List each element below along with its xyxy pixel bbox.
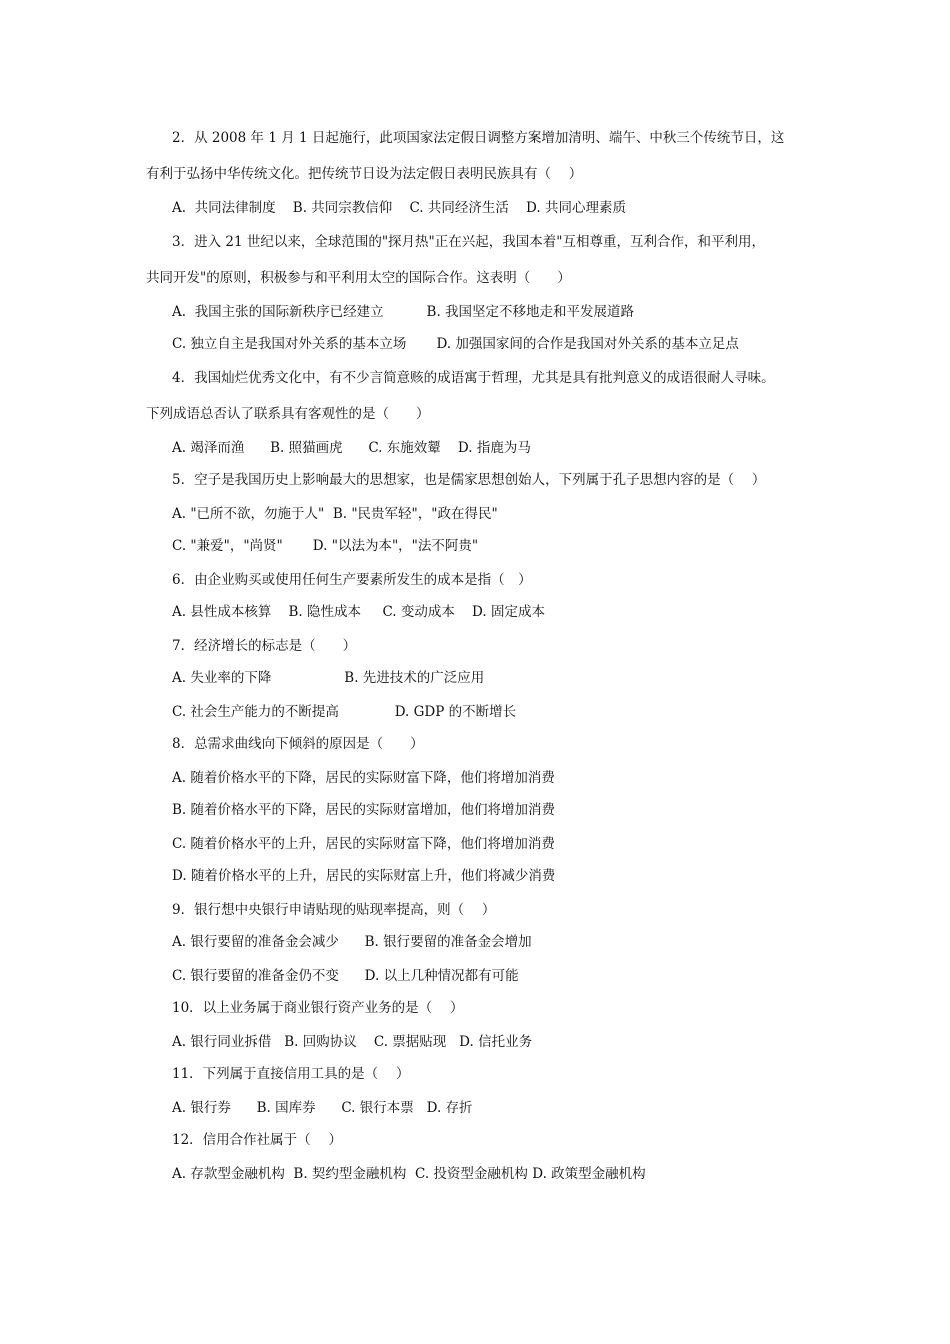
question-3-options-line-2: C. 独立自主是我国对外关系的基本立场 D. 加强国家间的合作是我国对外关系的基本立足点 [172, 336, 739, 352]
question-7-options-line-2: C. 社会生产能力的不断提高 D. GDP 的不断增长 [172, 704, 517, 720]
question-9-stem: 9．银行想中央银行申请贴现的贴现率提高，则（ ） [172, 902, 496, 918]
question-4-stem-line-2: 下列成语总否认了联系具有客观性的是（ ） [146, 406, 430, 422]
question-12-stem: 12．信用合作社属于（ ） [172, 1132, 342, 1148]
question-2-stem-line-1: 2．从 2008 年 1 月 1 日起施行，此项国家法定假日调整方案增加清明、端午、中秋三个传统节日，这 [172, 130, 785, 146]
question-5-options-line-1: A. "已所不欲，勿施于人" B. "民贵军轻"，"政在得民" [172, 506, 498, 522]
question-8-stem: 8．总需求曲线向下倾斜的原因是（ ） [172, 736, 424, 752]
question-5-options-line-2: C. "兼爱"，"尚贤" D. "以法为本"，"法不阿贵" [172, 538, 479, 554]
question-4-options: A. 竭泽而渔 B. 照猫画虎 C. 东施效颦 D. 指鹿为马 [172, 440, 531, 456]
question-8-option-b: B. 随着价格水平的下降，居民的实际财富增加，他们将增加消费 [172, 802, 556, 818]
question-8-option-d: D. 随着价格水平的上升，居民的实际财富上升，他们将减少消费 [172, 868, 556, 884]
question-12-options: A. 存款型金融机构 B. 契约型金融机构 C. 投资型金融机构 D. 政策型金融机构 [172, 1166, 646, 1182]
question-8-option-c: C. 随着价格水平的上升，居民的实际财富下降，他们将增加消费 [172, 836, 555, 852]
question-9-options-line-1: A. 银行要留的准备金会减少 B. 银行要留的准备金会增加 [172, 934, 532, 950]
question-2-stem-line-2: 有利于弘扬中华传统文化。把传统节日设为法定假日表明民族具有（ ） [146, 166, 583, 182]
question-10-stem: 10．以上业务属于商业银行资产业务的是（ ） [172, 1000, 464, 1016]
question-8-option-a: A. 随着价格水平的下降，居民的实际财富下降，他们将增加消费 [172, 770, 555, 786]
question-9-options-line-2: C. 银行要留的准备金仍不变 D. 以上几种情况都有可能 [172, 968, 519, 984]
question-2-options: A. 共同法律制度 B. 共同宗教信仰 C. 共同经济生活 D. 共同心理素质 [172, 200, 626, 216]
question-6-options: A. 县性成本核算 B. 隐性成本 C. 变动成本 D. 固定成本 [172, 604, 545, 620]
question-11-options: A. 银行券 B. 国库券 C. 银行本票 D. 存折 [172, 1100, 473, 1116]
question-5-stem: 5．空子是我国历史上影响最大的思想家，也是儒家思想创始人，下列属于孔子思想内容的是（ ） [172, 472, 766, 488]
question-11-stem: 11．下列属于直接信用工具的是（ ） [172, 1066, 410, 1082]
question-3-stem-line-2: 共同开发"的原则，积极参与和平利用太空的国际合作。这表明（ ） [146, 270, 571, 286]
question-7-stem: 7．经济增长的标志是（ ） [172, 638, 357, 654]
question-6-stem: 6．由企业购买或使用任何生产要素所发生的成本是指（ ） [172, 572, 532, 588]
question-7-options-line-1: A. 失业率的下降 B. 先进技术的广泛应用 [172, 670, 485, 686]
question-3-stem-line-1: 3．进入 21 世纪以来，全球范围的"探月热"正在兴起，我国本着"互相尊重，互利合作，和平利用， [172, 234, 765, 250]
question-10-options: A. 银行同业拆借 B. 回购协议 C. 票据贴现 D. 信托业务 [172, 1034, 533, 1050]
question-4-stem-line-1: 4．我国灿烂优秀文化中，有不少言简意赅的成语寓于哲理，尤其是具有批判意义的成语很耐人寻味。 [172, 370, 775, 386]
question-3-options-line-1: A. 我国主张的国际新秩序已经建立 B. 我国坚定不移地走和平发展道路 [172, 304, 635, 320]
